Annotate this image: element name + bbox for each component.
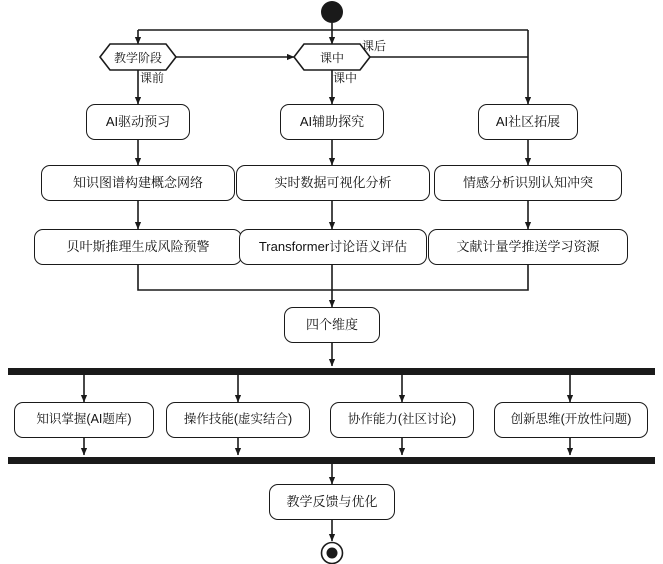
node-bayesian-risk-alert[interactable]: 贝叶斯推理生成风险预警 <box>34 229 242 265</box>
edge-label-before-class: 课前 <box>140 71 165 85</box>
decision-during-label: 课中 <box>319 50 344 65</box>
node-ai-community-expansion[interactable]: AI社区拓展 <box>478 104 578 140</box>
decision-stage-shape <box>100 44 176 70</box>
join-bar <box>8 457 655 464</box>
node-knowledge-graph[interactable]: 知识图谱构建概念网络 <box>41 165 235 201</box>
node-four-dimensions[interactable]: 四个维度 <box>284 307 380 343</box>
edge-label-during-class: 课中 <box>333 71 358 85</box>
node-bibliometrics-resources[interactable]: 文献计量学推送学习资源 <box>428 229 628 265</box>
decision-during-shape <box>294 44 370 70</box>
decision-stage-label: 教学阶段 <box>113 50 162 65</box>
node-operation-skill[interactable]: 操作技能(虚实结合) <box>166 402 310 438</box>
end-circle-inner <box>327 548 338 559</box>
node-teaching-feedback[interactable]: 教学反馈与优化 <box>269 484 395 520</box>
node-transformer-semantic-eval[interactable]: Transformer讨论语义评估 <box>239 229 427 265</box>
node-sentiment-analysis-conflict[interactable]: 情感分析识别认知冲突 <box>434 165 622 201</box>
edge-label-after-class: 课后 <box>362 39 387 53</box>
node-knowledge-mastery[interactable]: 知识掌握(AI题库) <box>14 402 154 438</box>
fork-bar <box>8 368 655 375</box>
node-realtime-data-visualization[interactable]: 实时数据可视化分析 <box>236 165 430 201</box>
start-circle <box>321 1 343 23</box>
node-ai-driven-preview[interactable]: AI驱动预习 <box>86 104 190 140</box>
node-ai-assisted-inquiry[interactable]: AI辅助探究 <box>280 104 384 140</box>
node-collaboration-ability[interactable]: 协作能力(社区讨论) <box>330 402 474 438</box>
node-innovative-thinking[interactable]: 创新思维(开放性问题) <box>494 402 648 438</box>
